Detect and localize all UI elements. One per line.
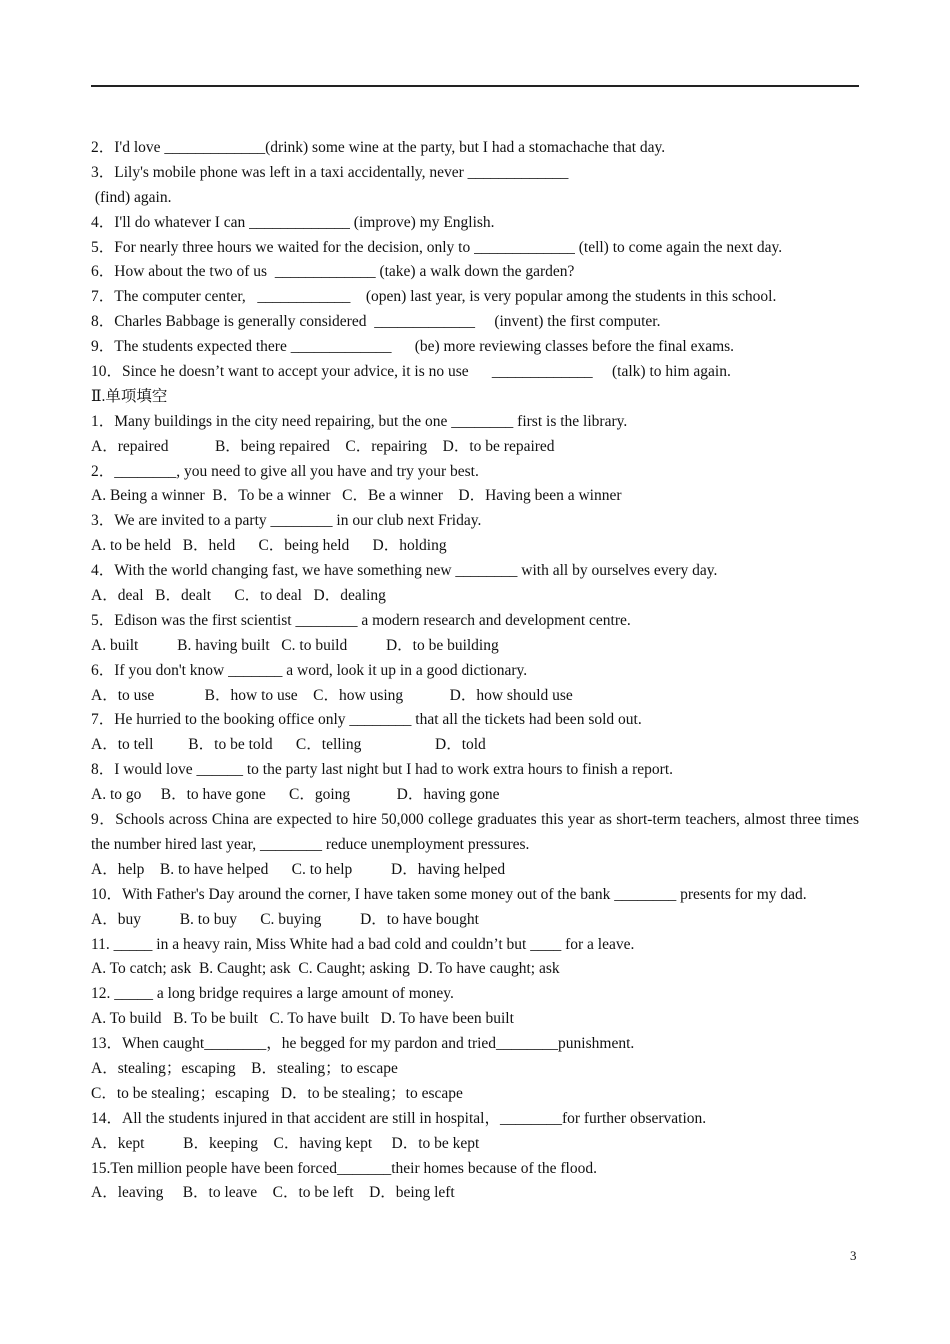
question: 7．He hurried to the booking office only ________ that all the tickets had been sold out. bbox=[91, 711, 642, 729]
text-line: 7．The computer center, ____________ (open) last year, is very popular among the students in this school. bbox=[91, 288, 777, 306]
text-line: 9．The students expected there _____________ (be) more reviewing classes before the final exams. bbox=[91, 338, 735, 356]
answer-options: A．deal B．dealt C．to deal D．dealing bbox=[91, 587, 386, 605]
question: 6．If you don't know _______ a word, look it up in a good dictionary. bbox=[91, 661, 528, 679]
question: 4．With the world changing fast, we have something new ________ with all by ourselves every day. bbox=[91, 562, 718, 580]
answer-options: A．stealing；escaping B．stealing；to escape bbox=[91, 1059, 398, 1077]
question: 1．Many buildings in the city need repairing, but the one ________ first is the library. bbox=[91, 412, 628, 430]
text-line: 6．How about the two of us _____________ (take) a walk down the garden? bbox=[91, 263, 575, 281]
question: 9．Schools across China are expected to hire 50,000 college graduates this year as short-term teachers, almost three times the number hired last year, ________ reduce unemployment pressures. bbox=[91, 811, 859, 853]
question: 5．Edison was the first scientist ________ a modern research and development centre. bbox=[91, 611, 631, 629]
answer-options: A．to tell B．to be told C．telling D．told bbox=[91, 736, 486, 754]
header-rule bbox=[91, 85, 859, 87]
text-line: 2．I'd love _____________(drink) some wine at the party, but I had a stomachache that day. bbox=[91, 139, 666, 156]
text-line: 8．Charles Babbage is generally considered _____________ (invent) the first computer. bbox=[91, 313, 661, 331]
answer-options: A．kept B．keeping C．having kept D．to be kept bbox=[91, 1134, 480, 1152]
text-line: 3．Lily's mobile phone was left in a taxi accidentally, never _____________ bbox=[91, 163, 569, 181]
text-line: 5．For nearly three hours we waited for the decision, only to _____________ (tell) to come again the next day. bbox=[91, 238, 783, 256]
text-line: 4．I'll do whatever I can _____________ (improve) my English. bbox=[91, 213, 495, 231]
answer-options: A. Being a winner B．To be a winner C．Be a winner D．Having been a winner bbox=[91, 487, 622, 505]
question: 13．When caught________，he begged for my pardon and tried________punishment. bbox=[91, 1035, 635, 1053]
answer-options: A. To build B. To be built C. To have built D. To have been built bbox=[91, 1010, 514, 1028]
question: 15.Ten million people have been forced_______their homes because of the flood. bbox=[91, 1159, 597, 1177]
question: 10．With Father's Day around the corner, I have taken some money out of the bank ________ presents for my dad. bbox=[91, 885, 807, 903]
text-line: 10．Since he doesn’t want to accept your advice, it is no use _____________ (talk) to him again. bbox=[91, 363, 731, 381]
answer-options: A. built B. having built C. to build D．to be building bbox=[91, 636, 499, 654]
answer-options: A．to use B．how to use C．how using D．how should use bbox=[91, 686, 573, 704]
section-heading: Ⅱ.单项填空 bbox=[91, 387, 168, 405]
answer-options: A．buy B. to buy C. buying D．to have bought bbox=[91, 910, 479, 928]
question: 11. _____ in a heavy rain, Miss White had a bad cold and couldn’t but ____ for a leave. bbox=[91, 935, 635, 953]
answer-options: A. to be held B．held C．being held D．holding bbox=[91, 537, 447, 555]
answer-options: A. to go B．to have gone C．going D．having gone bbox=[91, 786, 500, 804]
text-line: (find) again. bbox=[91, 188, 172, 206]
answer-options: A．leaving B．to leave C．to be left D．being left bbox=[91, 1184, 455, 1202]
answer-options: A．repaired B．being repaired C．repairing D．to be repaired bbox=[91, 437, 555, 455]
question: 3．We are invited to a party ________ in our club next Friday. bbox=[91, 512, 482, 530]
question: 12. _____ a long bridge requires a large amount of money. bbox=[91, 985, 454, 1003]
worksheet-body bbox=[91, 136, 859, 1206]
question: 14．All the students injured in that accident are still in hospital，________for further observation. bbox=[91, 1109, 707, 1127]
answer-options: C．to be stealing；escaping D．to be stealing；to escape bbox=[91, 1084, 463, 1102]
question: 2．________, you need to give all you have and try your best. bbox=[91, 462, 479, 480]
question: 8．I would love ______ to the party last night but I had to work extra hours to finish a report. bbox=[91, 761, 674, 779]
answer-options: A．help B. to have helped C. to help D．having helped bbox=[91, 860, 506, 878]
answer-options: A. To catch; ask B. Caught; ask C. Caught; asking D. To have caught; ask bbox=[91, 960, 560, 978]
page-number: 3 bbox=[850, 1248, 857, 1263]
